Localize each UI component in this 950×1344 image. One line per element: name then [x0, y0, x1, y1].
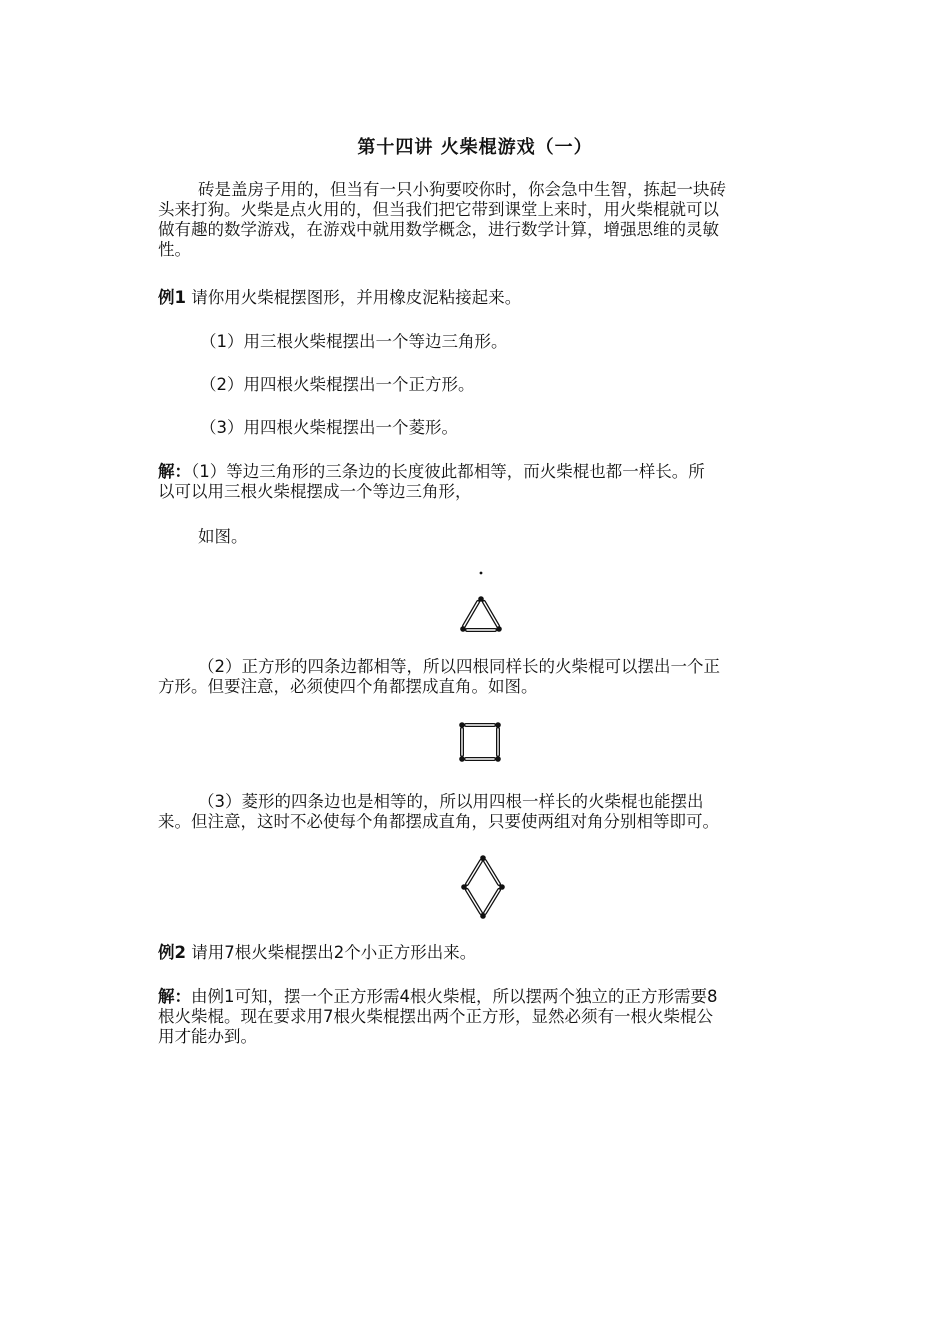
solution1-part2: [158, 657, 808, 697]
part3-line1: （3）菱形的四条边也是相等的，所以用四根一样长的火柴棍也能摆出: [198, 792, 704, 811]
matchstick-rhombus-figure: [458, 852, 508, 922]
example1-statement: [158, 288, 808, 308]
example2-label: 例2: [158, 943, 186, 962]
matchstick-square-figure: [456, 720, 506, 766]
intro-line: 做有趣的数学游戏，在游戏中就用数学概念，进行数学计算，增强思维的灵敏: [158, 220, 719, 239]
part2-line2: 方形。但要注意，必须使四个角都摆成直角。如图。: [158, 677, 538, 696]
intro-line: 性。: [158, 240, 191, 259]
solution1-line1: （1）等边三角形的三条边的长度彼此都相等，而火柴棍也都一样长。所: [191, 462, 705, 481]
example1-item-3: （3）用四根火柴棍摆出一个菱形。: [200, 418, 458, 437]
solution1-label: 解：: [158, 462, 191, 481]
example2-text: 请用7根火柴棍摆出2个小正方形出来。: [185, 943, 477, 962]
solution2-line: 由例1可知，摆一个正方形需4根火柴棍，所以摆两个独立的正方形需要8: [191, 987, 718, 1006]
example1-text: 请你用火柴棍摆图形，并用橡皮泥粘接起来。: [185, 288, 522, 307]
example1-item-1: （1）用三根火柴棍摆出一个等边三角形。: [200, 332, 508, 351]
intro-paragraph: [158, 180, 808, 260]
part3-line2: 来。但注意，这时不必使每个角都摆成直角，只要使两组对角分别相等即可。: [158, 812, 719, 831]
figure-note: 如图。: [198, 527, 248, 546]
example2-statement: [158, 943, 808, 963]
intro-line: 砖是盖房子用的，但当有一只小狗要咬你时，你会急中生智，拣起一块砖: [198, 180, 726, 199]
matchstick-triangle-figure: [455, 568, 511, 638]
solution2: [158, 987, 808, 1047]
intro-line: 头来打狗。火柴是点火用的，但当我们把它带到课堂上来时，用火柴棍就可以: [158, 200, 719, 219]
example1-label: 例1: [158, 288, 186, 307]
part2-line1: （2）正方形的四条边都相等，所以四根同样长的火柴棍可以摆出一个正: [198, 657, 720, 676]
example1-item-2: （2）用四根火柴棍摆出一个正方形。: [200, 375, 475, 394]
solution1-line2: 以可以用三根火柴棍摆成一个等边三角形，: [158, 482, 472, 501]
solution2-label: 解：: [158, 987, 191, 1006]
solution1-part1: [158, 462, 808, 502]
page-title: 第十四讲 火柴棍游戏（一）: [357, 137, 593, 158]
solution2-line: 用才能办到。: [158, 1027, 257, 1046]
solution1-part3: [158, 792, 808, 832]
solution2-line: 根火柴棍。现在要求用7根火柴棍摆出两个正方形，显然必须有一根火柴棍公: [158, 1007, 713, 1026]
